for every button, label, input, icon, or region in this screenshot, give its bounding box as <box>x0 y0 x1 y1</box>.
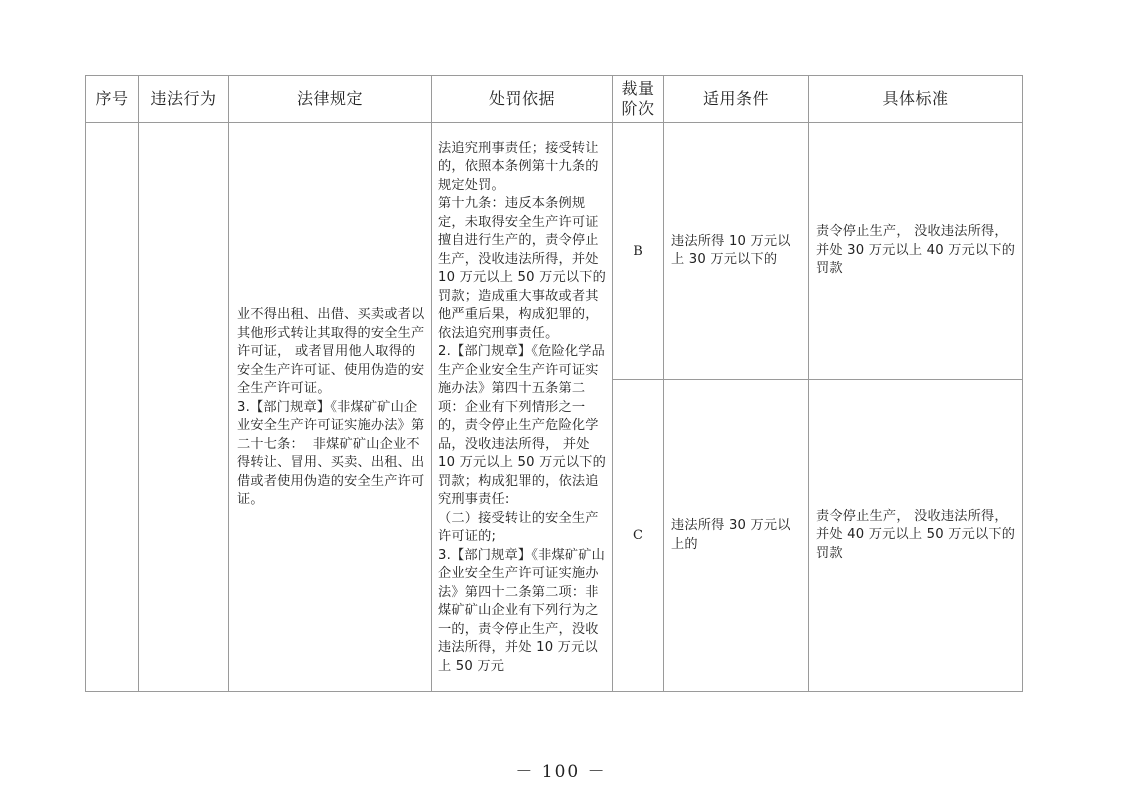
basis-text: 法追究刑事责任；接受转让的，依照本条例第十九条的规定处罚。 第十九条：违反本条例规定，未取得安全生产许可证擅自进行生产的，责令停止生产，没收违法所得，并处 10 万元以上 50 万元以下的罚款；造成重大事故或者其他严重后果，构成犯罪的，依法追究刑事责任。 2.【部门规章】《危险化学品生产企业安全生产许可证实施办法》第四十五条第二项：企业有下列情形之一的，责令停止生产危险化学品，没收违法所得， 并处 10 万元以上 50 万元以下的罚款；构成犯罪的，依法追究刑事责任: （二）接受转让的安全生产许可证的; 3.【部门规章】《非煤矿矿山企业安全生产许可证实施办法》第四十二条第二项：非煤矿矿山企业有下列行为之一的，责令停止生产，没收违法所得，并处 10 万元以上 50 万元 <box>438 140 607 674</box>
header-behavior: 违法行为 <box>139 76 229 123</box>
law-text: 业不得出租、出借、买卖或者以其他形式转让其取得的安全生产许可证， 或者冒用他人取得的安全生产许可证、使用伪造的安全生产许可证。 3.【部门规章】《非煤矿矿山企业安全生产许可证实施办法》第二十七条： 非煤矿矿山企业不得转让、冒用、买卖、出租、出借或者使用伪造的安全生产许可证。 <box>237 307 425 508</box>
cell-level-c: C <box>613 380 664 692</box>
standard-b-text: 责令停止生产， 没收违法所得， 并处 30 万元以上 40 万元以下的罚款 <box>816 224 1016 277</box>
header-seq: 序号 <box>86 76 139 123</box>
penalty-discretion-table <box>85 75 1023 692</box>
header-basis: 处罚依据 <box>432 76 613 123</box>
cell-law <box>229 123 432 692</box>
cell-behavior <box>139 123 229 692</box>
header-law: 法律规定 <box>229 76 432 123</box>
cell-standard-c <box>809 380 1023 692</box>
cell-condition-b <box>664 123 809 380</box>
condition-b-text: 违法所得 10 万元以上 30 万元以下的 <box>671 233 791 267</box>
cell-seq <box>86 123 139 692</box>
cell-standard-b <box>809 123 1023 380</box>
cell-condition-c <box>664 380 809 692</box>
cell-basis <box>432 123 613 692</box>
header-condition: 适用条件 <box>664 76 809 123</box>
page-number: － 100 － <box>515 762 607 782</box>
condition-c-text: 违法所得 30 万元以上的 <box>671 518 791 552</box>
standard-c-text: 责令停止生产， 没收违法所得， 并处 40 万元以上 50 万元以下的罚款 <box>816 508 1016 561</box>
header-row <box>86 76 1023 123</box>
cell-level-b: B <box>613 123 664 380</box>
header-level <box>613 76 664 123</box>
header-standard: 具体标准 <box>809 76 1023 123</box>
table-row-b <box>86 123 1023 380</box>
header-level-text: 裁量 阶次 <box>621 79 655 118</box>
